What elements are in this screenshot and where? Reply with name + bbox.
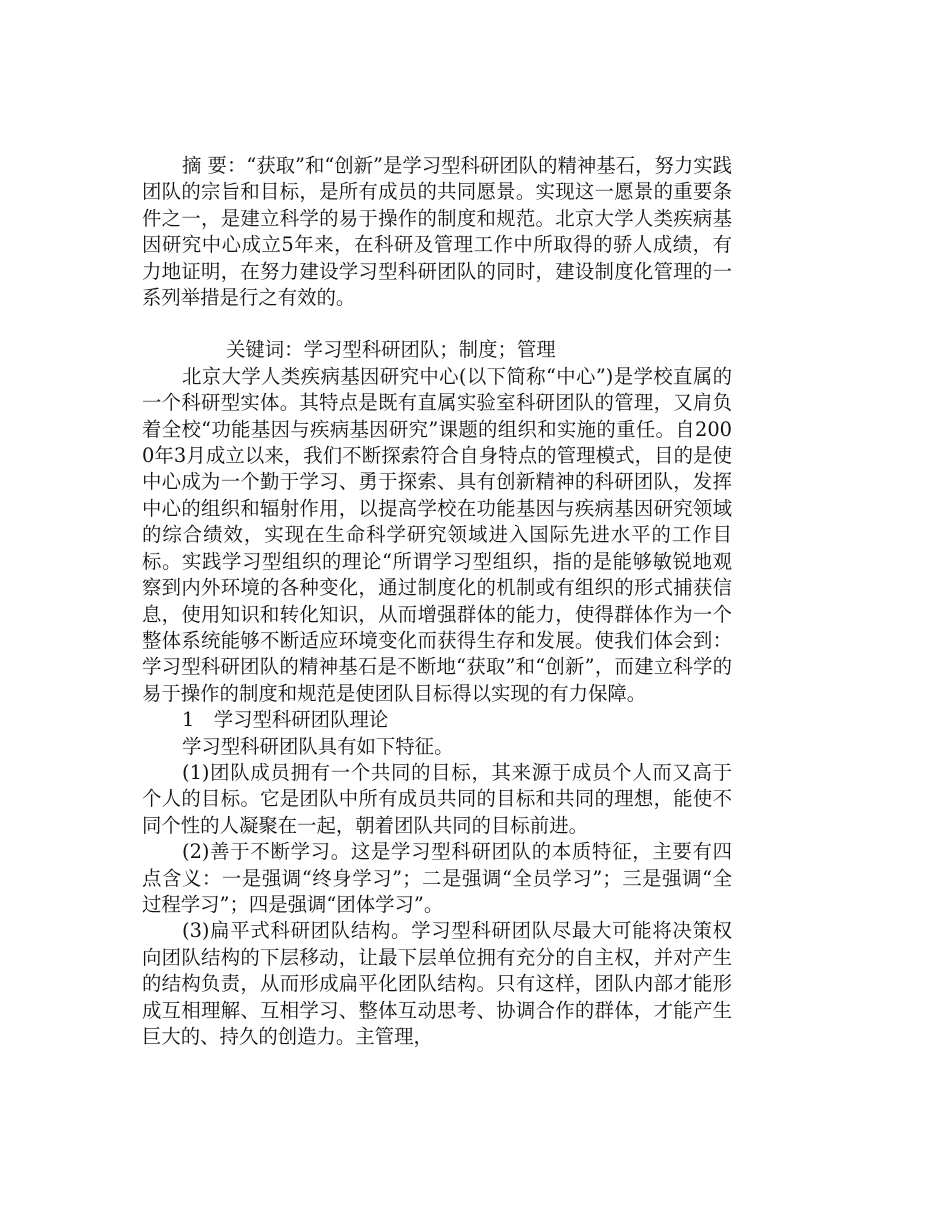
intro-paragraph: 北京大学人类疾病基因研究中心(以下简称“中心”)是学校直属的一个科研型实体。其特点是既有直属实验室科研团队的管理，又肩负着全校“功能基因与疾病基因研究”课题的组织和实施的重任。自2000年3月成立以来，我们不断探索符合自身特点的管理模式，目的是使中心成为一个勤于学习、勇于探索、具有创新精神的科研团队，发挥中心的组织和辐射作用，以提高学校在功能基因与疾病基因研究领域的综合绩效，实现在生命科学研究领域进入国际先进水平的工作目标。实践学习型组织的理论“所谓学习型组织，指的是能够敏锐地观察到内外环境的各种变化，通过制度化的机制或有组织的形式捕获信息，使用知识和转化知识，从而增强群体的能力，使得群体作为一个整体系统能够不断适应环境变化而获得生存和发展。使我们体会到：学习型科研团队的精神基石是不断地“获取”和“创新”，而建立科学的易于操作的制度和规范是使团队目标得以实现的有力保障。	[142, 364, 732, 705]
document-body	[142, 153, 732, 1050]
list-item-1: (1)团队成员拥有一个共同的目标，其来源于成员个人而又高于个人的目标。它是团队中所有成员共同的目标和共同的理想，能使不同个性的人凝聚在一起，朝着团队共同的目标前进。	[142, 760, 732, 837]
section-1-lead: 学习型科研团队具有如下特征。	[182, 734, 454, 758]
abstract-paragraph: 摘 要：“获取”和“创新”是学习型科研团队的精神基石，努力实践团队的宗旨和目标，是所有成员的共同愿景。实现这一愿景的重要条件之一，是建立科学的易于操作的制度和规范。北京大学人类疾病基因研究中心成立5年来，在科研及管理工作中所取得的骄人成绩，有力地证明，在努力建设学习型科研团队的同时，建设制度化管理的一系列举措是行之有效的。	[142, 154, 732, 310]
section-1-heading: 1 学习型科研团队理论	[182, 708, 389, 732]
list-item-2: (2)善于不断学习。这是学习型科研团队的本质特征，主要有四点含义：一是强调“终身学习”；二是强调“全员学习”；三是强调“全过程学习”；四是强调“团体学习”。	[142, 840, 732, 916]
keywords-line: 关键词：学习型科研团队；制度；管理	[226, 338, 556, 362]
list-item-3: (3)扁平式科研团队结构。学习型科研团队尽最大可能将决策权向团队结构的下层移动，让最下层单位拥有充分的自主权，并对产生的结构负责，从而形成扁平化团队结构。只有这样，团队内部才能形成互相理解、互相学习、整体互动思考、协调合作的群体，才能产生巨大的、持久的创造力。主管理，	[142, 919, 732, 1048]
